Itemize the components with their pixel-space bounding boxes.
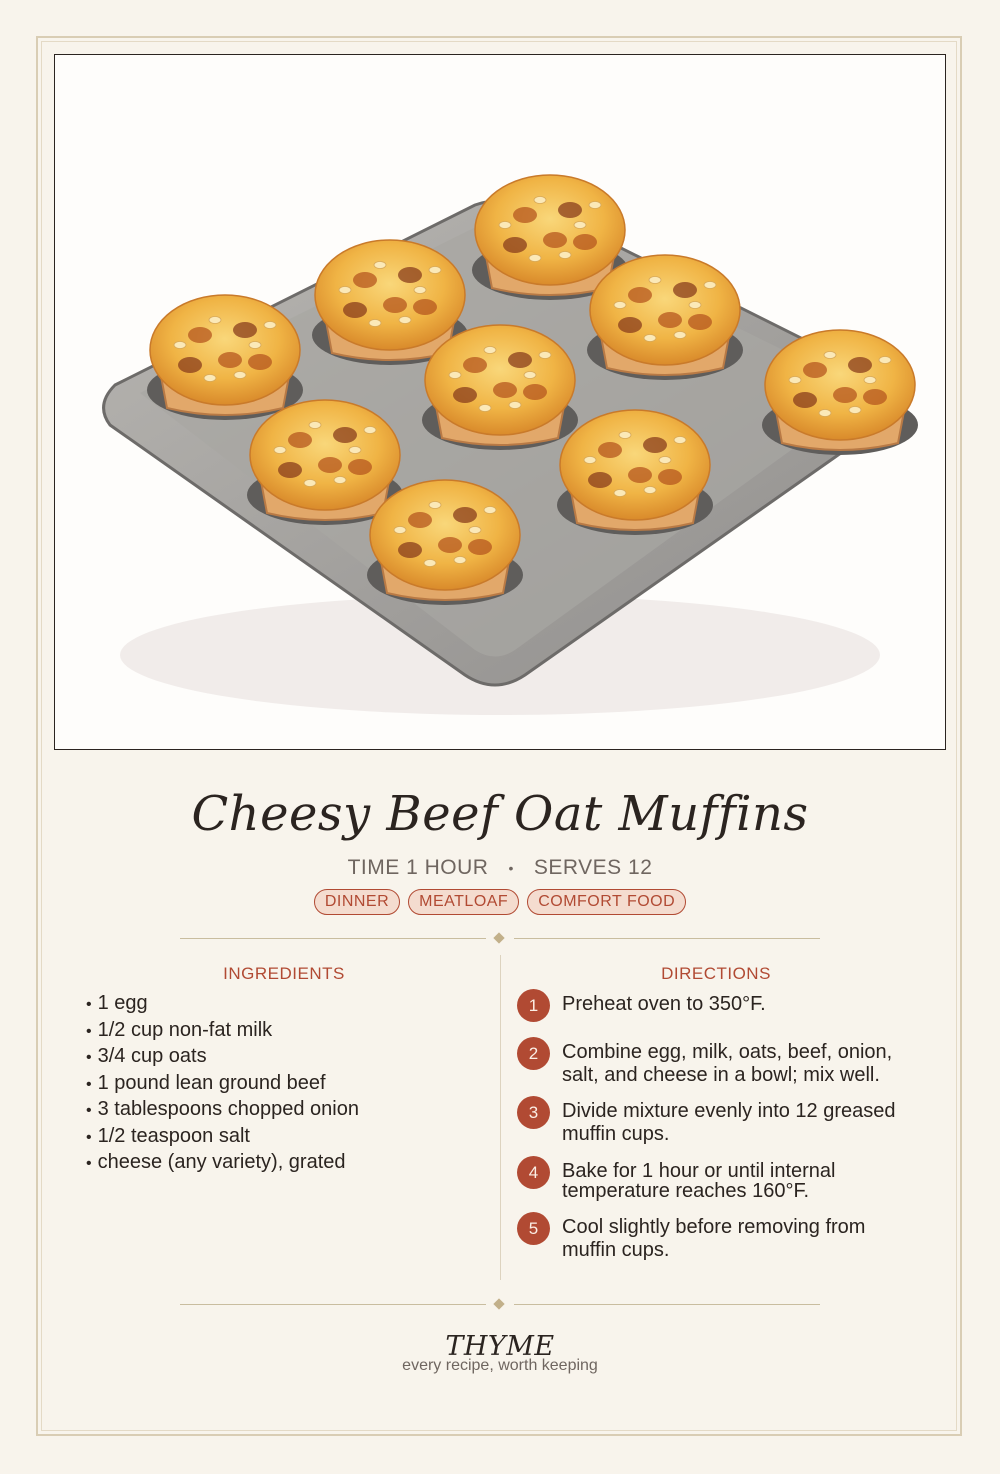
ingredient-item: • 3/4 cup oats bbox=[86, 1043, 359, 1070]
step-number-badge: 3 bbox=[517, 1096, 550, 1129]
step-number-badge: 2 bbox=[517, 1037, 550, 1070]
ingredient-item: • 1/2 cup non-fat milk bbox=[86, 1017, 359, 1044]
ingredients-heading: INGREDIENTS bbox=[223, 964, 345, 983]
recipe-title: Cheesy Beef Oat Muffins bbox=[191, 786, 809, 842]
diamond-ornament-icon bbox=[493, 932, 504, 943]
diamond-ornament-icon bbox=[493, 1298, 504, 1309]
brand-logo: THYME bbox=[445, 1331, 555, 1362]
ingredient-item: • 1 pound lean ground beef bbox=[86, 1070, 359, 1097]
serves-label: SERVES 12 bbox=[533, 856, 653, 879]
step-number-badge: 5 bbox=[517, 1212, 550, 1245]
column-separator bbox=[500, 955, 501, 1280]
top-divider bbox=[180, 932, 820, 946]
time-label: TIME 1 HOUR bbox=[347, 856, 489, 879]
ingredients-list bbox=[86, 990, 359, 1176]
step-text: Preheat oven to 350°F. bbox=[562, 993, 766, 1015]
ingredient-item: • cheese (any variety), grated bbox=[86, 1149, 359, 1176]
step-number-badge: 4 bbox=[517, 1156, 550, 1189]
ingredient-item: • 1/2 teaspoon salt bbox=[86, 1123, 359, 1150]
recipe-meta bbox=[0, 856, 1000, 880]
tag-dinner[interactable]: DINNER bbox=[314, 889, 400, 915]
directions-heading: DIRECTIONS bbox=[661, 964, 771, 983]
tag-meatloaf[interactable]: MEATLOAF bbox=[408, 889, 519, 915]
step-text: Divide mixture evenly into 12 greased muffin cups. bbox=[562, 1100, 896, 1145]
muffin-tin-illustration bbox=[55, 55, 945, 749]
step-text: Combine egg, milk, oats, beef, onion, salt, and cheese in a bowl; mix well. bbox=[562, 1041, 893, 1086]
ingredient-item: • 3 tablespoons chopped onion bbox=[86, 1096, 359, 1123]
bottom-divider bbox=[180, 1298, 820, 1312]
tag-list bbox=[0, 889, 1000, 915]
step-number-badge: 1 bbox=[517, 989, 550, 1022]
recipe-photo bbox=[54, 54, 946, 750]
step-text: Cool slightly before removing from muffin cups. bbox=[562, 1216, 866, 1261]
brand-tagline: every recipe, worth keeping bbox=[402, 1357, 598, 1374]
meta-separator: • bbox=[508, 860, 514, 877]
ingredient-item: • 1 egg bbox=[86, 990, 359, 1017]
tag-comfort-food[interactable]: COMFORT FOOD bbox=[527, 889, 686, 915]
step-text: Bake for 1 hour or until internal temperature reaches 160°F. bbox=[562, 1160, 836, 1202]
